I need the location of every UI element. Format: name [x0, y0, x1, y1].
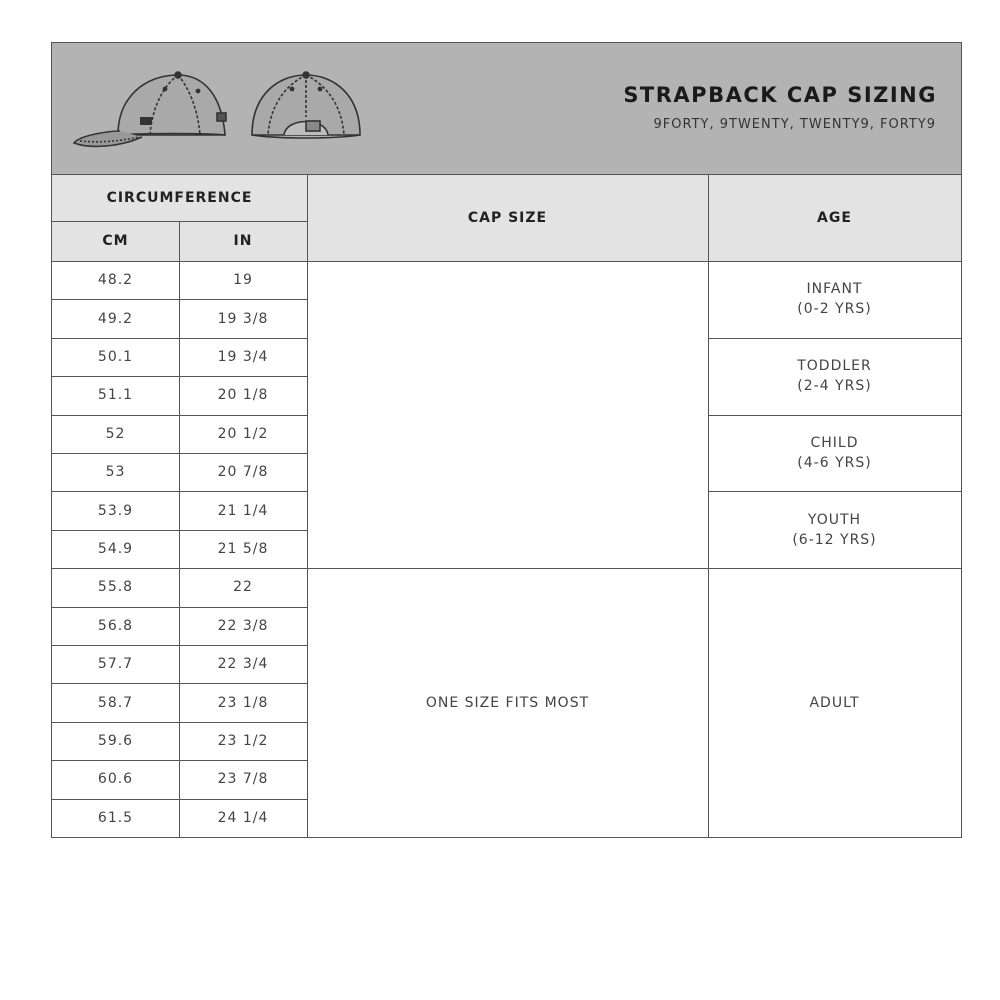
cell-in: 22: [233, 579, 253, 596]
grid-line: [708, 568, 961, 569]
cell-in: 21 1/4: [217, 502, 269, 519]
chart-subtitle: 9FORTY, 9TWENTY, TWENTY9, FORTY9: [653, 117, 936, 132]
cell-in: 19: [233, 272, 253, 289]
cell-in: 19 3/4: [217, 348, 269, 365]
cell-cm: 48.2: [97, 272, 134, 289]
grid-line: [52, 261, 961, 262]
cap-side-view-icon: [74, 72, 226, 146]
cell-in: 20 1/2: [217, 425, 269, 442]
grid-line: [307, 175, 308, 837]
cell-cm: 57.7: [97, 656, 134, 673]
age-group-name: TODDLER: [797, 358, 872, 375]
size-table: [52, 175, 961, 837]
age-group-range: (0-2 YRS): [797, 301, 872, 318]
age-cell: [708, 261, 961, 338]
header-age: AGE: [708, 175, 961, 261]
age-group-range: (6-12 YRS): [792, 531, 877, 548]
cell-cm: 54.9: [97, 540, 134, 557]
age-cell: [708, 338, 961, 415]
grid-line: [307, 568, 708, 569]
cell-in: 20 7/8: [217, 464, 269, 481]
grid-line: [708, 175, 709, 837]
age-group-name: INFANT: [806, 281, 863, 298]
cell-in: 19 3/8: [217, 310, 269, 327]
cell-cm: 50.1: [97, 348, 134, 365]
cell-in: 21 5/8: [217, 540, 269, 557]
cell-cm: 58.7: [97, 694, 134, 711]
cell-cm: 53.9: [97, 502, 134, 519]
cell-in: 20 1/8: [217, 387, 269, 404]
cell-cm: 52: [105, 425, 126, 442]
cap-back-view-icon: [252, 72, 360, 138]
cap-size-cell: ONE SIZE FITS MOST: [425, 694, 590, 711]
cell-cm: 53: [105, 464, 126, 481]
cell-cm: 61.5: [97, 809, 134, 826]
cell-cm: 55.8: [97, 579, 134, 596]
age-group-name: ADULT: [809, 694, 860, 711]
cell-in: 22 3/4: [217, 656, 269, 673]
chart-title: STRAPBACK CAP SIZING: [623, 83, 937, 107]
grid-line: [179, 221, 180, 837]
age-group-name: YOUTH: [807, 511, 862, 528]
cell-cm: 51.1: [97, 387, 134, 404]
age-cell: [708, 491, 961, 568]
age-cell: [708, 568, 961, 837]
cell-in: 24 1/4: [217, 809, 269, 826]
cell-in: 23 7/8: [217, 771, 269, 788]
cell-in: 23 1/2: [217, 732, 269, 749]
cap-size-cell: [307, 261, 708, 568]
cell-cm: 56.8: [97, 617, 134, 634]
grid-line: [708, 338, 961, 339]
cell-cm: 60.6: [97, 771, 134, 788]
cell-in: 22 3/8: [217, 617, 269, 634]
header-cm: CM: [52, 221, 179, 261]
grid-line: [708, 491, 961, 492]
header-in: IN: [179, 221, 307, 261]
header-banner: [52, 43, 961, 175]
age-group-range: (2-4 YRS): [797, 378, 872, 395]
grid-line: [708, 415, 961, 416]
cell-cm: 49.2: [97, 310, 134, 327]
header-cap-size: CAP SIZE: [307, 175, 708, 261]
age-cell: [708, 415, 961, 492]
cap-illustrations: [70, 57, 370, 157]
age-group-name: CHILD: [810, 434, 859, 451]
header-circumference: CIRCUMFERENCE: [52, 175, 307, 221]
age-group-range: (4-6 YRS): [797, 454, 872, 471]
size-chart: [51, 42, 962, 838]
cell-cm: 59.6: [97, 732, 134, 749]
cell-in: 23 1/8: [217, 694, 269, 711]
